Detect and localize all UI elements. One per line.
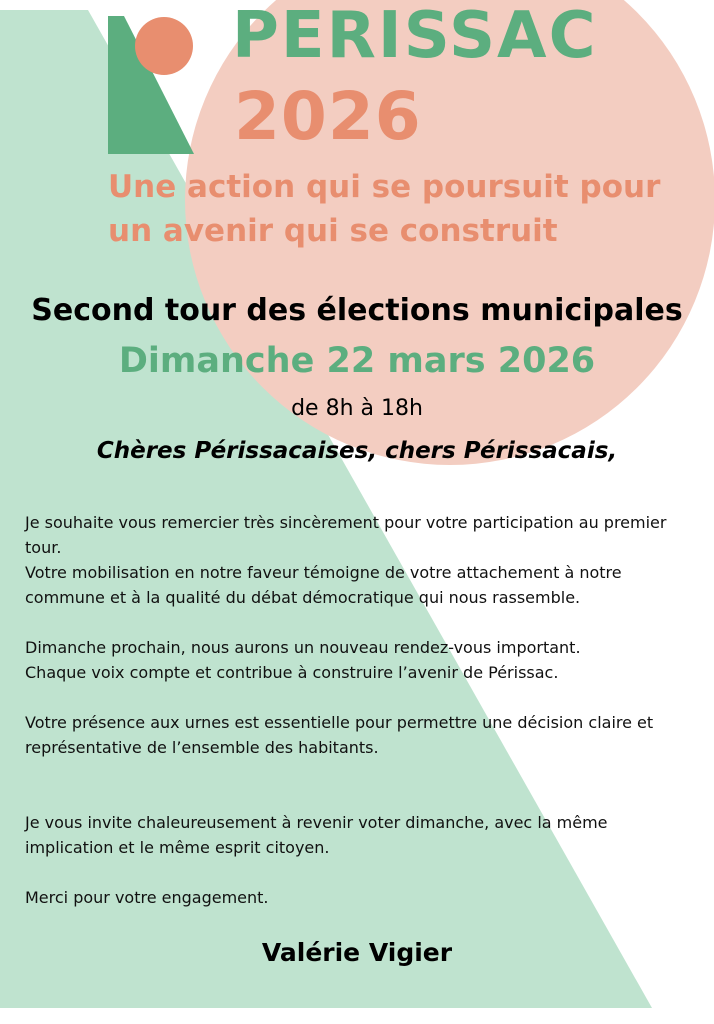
brand-name: PERISSAC: [232, 0, 598, 73]
slogan-line-1: Une action qui se poursuit pour: [108, 169, 661, 205]
brand-year: 2026: [234, 78, 422, 155]
letter-paragraph: Je vous invite chaleureusement à revenir voter dimanche, avec la même implication et le même esprit citoyen.: [25, 813, 608, 857]
letter-paragraph: Votre mobilisation en notre faveur témoigne de votre attachement à notre commune et à la qualité du débat démocratique qui nous rassemble.: [25, 563, 622, 607]
letter-paragraph: Je souhaite vous remercier très sincèrement pour votre participation au premier tour.: [25, 513, 667, 557]
letter-paragraph: Chaque voix compte et contribue à construire l’avenir de Périssac.: [25, 663, 559, 682]
slogan: [108, 165, 688, 253]
letter-paragraph: Dimanche prochain, nous aurons un nouveau rendez-vous important.: [25, 638, 581, 657]
letter-paragraph: Merci pour votre engagement.: [25, 888, 269, 907]
perissac-logo: [108, 16, 198, 156]
signature: Valérie Vigier: [261, 938, 453, 967]
letter-body: [25, 510, 695, 910]
logo-salmon-dot: [135, 17, 193, 75]
election-title: Second tour des élections municipales: [31, 293, 683, 328]
letter-greeting: Chères Périssacaises, chers Périssacais,: [96, 438, 618, 464]
voting-hours: de 8h à 18h: [291, 396, 423, 421]
slogan-line-2: un avenir qui se construit: [108, 213, 558, 249]
letter-paragraph: Votre présence aux urnes est essentielle pour permettre une décision claire et représentative de l’ensemble des habitants.: [25, 713, 654, 757]
election-date: Dimanche 22 mars 2026: [118, 341, 596, 381]
